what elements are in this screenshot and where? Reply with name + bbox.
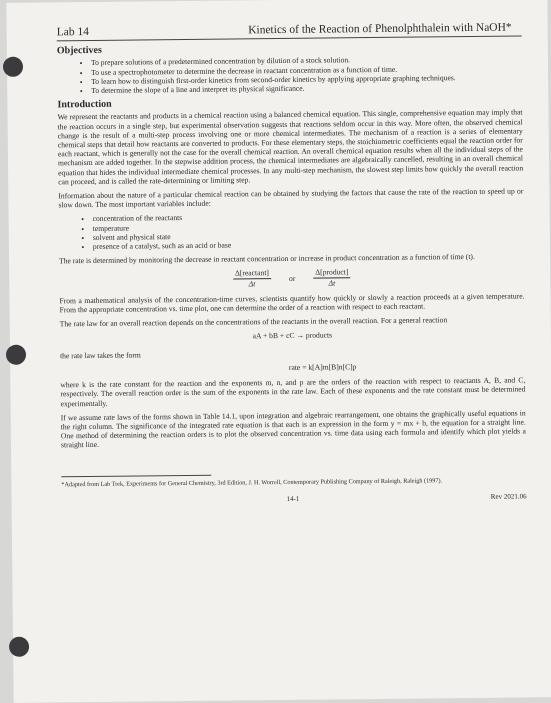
intro-paragraph: We represent the reactants and products in a chemical reaction using a balanced chemical equation. This single, comprehensive equation may imply that the reaction occurs in a single step, but experimental observation suggests that reactions seldom occur in this way. More often, the observed chemical change is the result of a multi-step process involving one or more chemical intermediates. The mechanism of a reaction is a series of elementary chemical steps that detail how reactants are converted to products. For these elementary steps, the stoichiometric coefficients equal the reaction order for each reactant, which is generally not the case for the overall chemical reaction. An overall chemical equation results when all the individual steps of the mechanism are added together. In the stepwise addition process, the chemical intermediates are algebraically cancelled, resulting in an overall chemical equation that hides the individual intermediate chemical processes. In any multi-step mechanism, the slowest step limits how quickly the overall reaction can proceed, and is called the rate-determining or limiting step. xyxy=(57,107,524,187)
lab-number: Lab 14 xyxy=(56,25,89,39)
factor-item: • presence of a catalyst, such as an acid or base xyxy=(93,238,524,252)
factor-item: • solvent and physical state xyxy=(93,228,524,242)
binder-hole xyxy=(6,345,26,365)
page-number: 14-1 xyxy=(286,494,300,503)
page-header xyxy=(57,23,522,41)
intro-paragraph: If we assume rate laws of the forms shown in Table 14.1, upon integration and algebraic rearrangement, one obtains the graphically useful equations in the right column. The significance of the integrated rate equation is that each is an expression in the form y = mx + b, the equation for a straight line. One method of determining the reaction orders is to plot the observed concentration vs. time data using each formula and identify which plot yields a straight line. xyxy=(60,408,526,450)
binder-hole xyxy=(3,57,23,77)
intro-paragraph: The rate is determined by monitoring the decrease in reactant concentration or increase in product concentration as a function of time (t). xyxy=(59,252,475,266)
objective-item: • To learn how to distinguish first-order kinetics from second-order kinetics by applying appropriate graphing techniques. xyxy=(91,72,522,86)
intro-paragraph: the rate law takes the form xyxy=(59,350,141,360)
fraction-numerator: Δ[product] xyxy=(313,268,350,279)
fraction-denominator: Δt xyxy=(328,278,336,288)
binder-hole xyxy=(9,637,29,657)
page-footer xyxy=(62,492,527,506)
general-reaction-equation: aA + bB + cC → products xyxy=(252,330,333,341)
fraction-denominator: Δt xyxy=(248,278,256,289)
page-content xyxy=(57,23,527,506)
objective-item: • To determine the slope of a line and interpret its physical significance. xyxy=(91,81,522,95)
introduction-heading: Introduction xyxy=(57,98,112,111)
objective-item: • To use a spectrophotometer to determine the decrease in reactant concentration as a function of time. xyxy=(91,63,522,77)
fraction-numerator: Δ[reactant] xyxy=(233,269,271,280)
objectives-heading: Objectives xyxy=(56,45,102,57)
lab-title: Kinetics of the Reaction of Phenolphthalein with NaOH* xyxy=(248,21,512,37)
rate-fractions xyxy=(59,266,524,290)
document-page xyxy=(6,0,551,703)
or-label: or xyxy=(288,273,296,283)
intro-paragraph: From a mathematical analysis of the concentration-time curves, scientists quantify how quickly or slowly a reaction proceeds at a given temperature. From the appropriate concentration vs. time plot, one can determine the order of a reaction with respect to each reactant. xyxy=(59,291,525,315)
footnote-rule xyxy=(61,474,211,477)
objectives-list xyxy=(57,54,522,96)
factor-item: • temperature xyxy=(93,219,524,233)
revision-label: Rev 2021.06 xyxy=(490,491,527,501)
footnote: *Adapted from Lab Trek, Experiments for General Chemistry, 3rd Edition, J. H. Worrell, Contemporary Publishing Company of Raleigh, Raleigh (1997). xyxy=(61,476,443,488)
intro-paragraph: Information about the nature of a particular chemical reaction can be obtained by studying the factors that cause the rate of the reaction to speed up or slow down. The most important variables include: xyxy=(58,186,524,210)
intro-paragraph: where k is the rate constant for the reaction and the exponents m, n, and p are the orders of the reaction with respect to reactants A, B, and C, respectively. The overall reaction order is the sum of the exponents in the rate law. Each of these exponents and the rate constant must be determined experimentally. xyxy=(60,375,526,408)
factors-list xyxy=(59,210,524,252)
reactant-fraction xyxy=(233,269,271,289)
factor-item: • concentration of the reactants xyxy=(93,210,524,224)
product-fraction xyxy=(313,268,350,288)
rate-law-equation: rate = k[A]m[B]n[C]p xyxy=(288,362,357,372)
intro-paragraph: The rate law for an overall reaction depends on the concentrations of the reactants in the overall reaction. For a general reaction xyxy=(59,315,448,329)
objective-item: • To prepare solutions of a predetermined concentration by dilution of a stock solution. xyxy=(91,54,522,68)
